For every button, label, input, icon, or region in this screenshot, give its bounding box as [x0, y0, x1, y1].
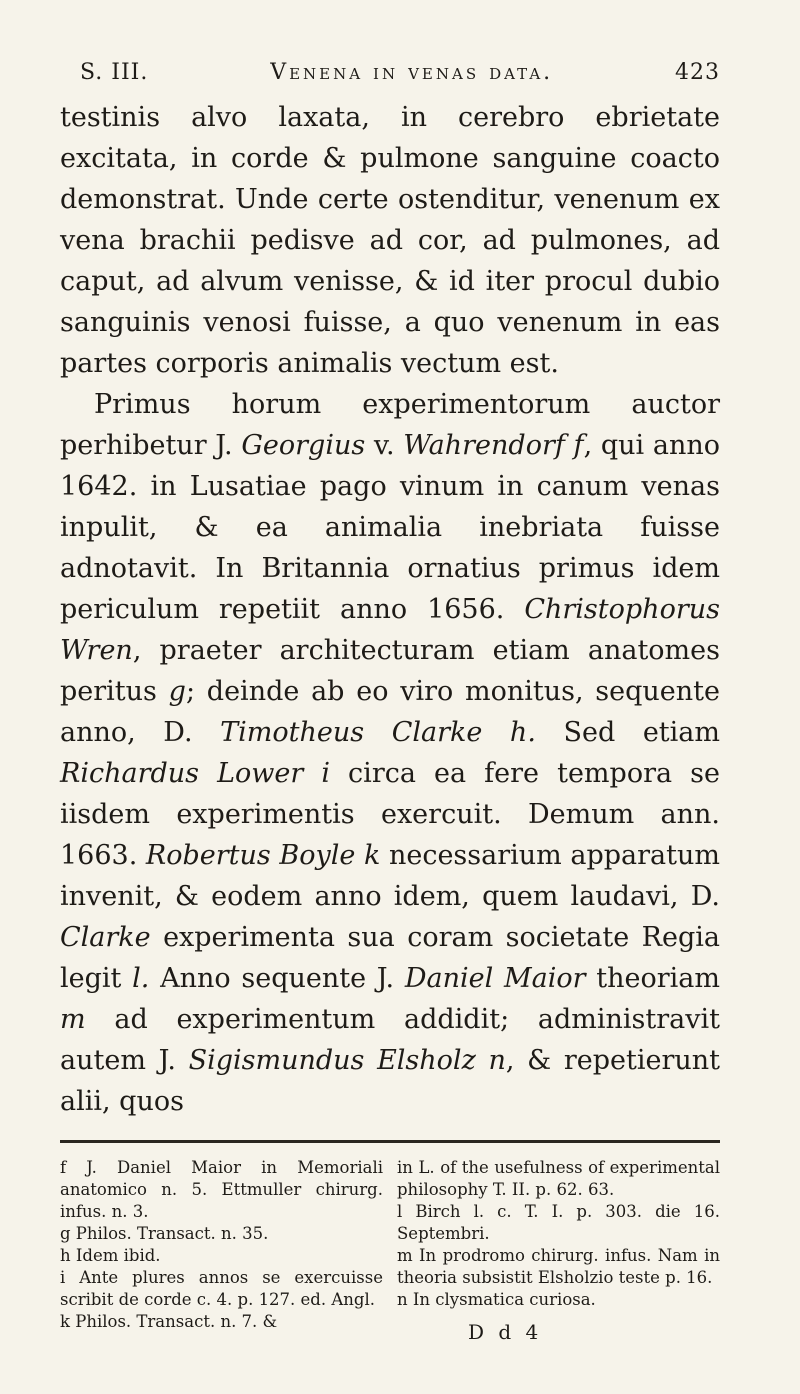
- person-name: Sigismundus Elsholz n: [188, 1045, 506, 1076]
- person-name: Richardus Lower i: [60, 758, 330, 789]
- footnote-ref: g: [168, 676, 186, 707]
- main-text: [60, 97, 720, 1122]
- paragraph-2: Primus horum experimentorum auctor perhibetur J. Georgius v. Wahrendorf f, qui anno 1642. in Lusatiae pago vinum in canum venas inpulit, & ea animalia inebriata fuisse adnotavit. In Britannia ornatius primus idem periculum repetiit anno 1656. Christophorus Wren, praeter architecturam etiam anatomes peritus g; deinde ab eo viro monitus, sequente anno, D. Timotheus Clarke h. Sed etiam Richardus Lower i circa ea fere tempora se iisdem experimentis exercuit. Demum ann. 1663. Robertus Boyle k necessarium apparatum invenit, & eodem anno idem, quem laudavi, D. Clarke experimenta sua coram societate Regia legit l. Anno sequente J. Daniel Maior theoriam m ad experimentum addidit; administravit autem J. Sigismundus Elsholz n, & repetierunt alii, quos: [60, 389, 721, 1117]
- footnote: l Birch l. c. T. I. p. 303. die 16. Septembri.: [397, 1202, 720, 1243]
- footnotes-left-column: [60, 1157, 383, 1333]
- page-number: 423: [675, 60, 720, 85]
- footnote-divider: [60, 1140, 720, 1143]
- footnote: in L. of the usefulness of experimental philosophy T. II. p. 62. 63.: [397, 1158, 720, 1199]
- person-name: Daniel Maior: [404, 963, 586, 994]
- footnote: f J. Daniel Maior in Memoriali anatomico n. 5. Ettmuller chirurg. infus. n. 3.: [60, 1158, 383, 1221]
- person-name: Robertus Boyle k: [145, 840, 381, 871]
- page: [60, 60, 720, 1333]
- footnote: h Idem ibid.: [60, 1246, 161, 1265]
- person-name: Georgius: [241, 430, 366, 461]
- person-name: Wahrendorf f: [403, 430, 584, 461]
- footnote: m In prodromo chirurg. infus. Nam in theoria subsistit Elsholzio teste p. 16.: [397, 1246, 720, 1287]
- running-title: Venena in venas data.: [270, 60, 554, 85]
- footnote: n In clysmatica curiosa.: [397, 1290, 596, 1309]
- footnote-ref: l.: [132, 963, 150, 994]
- footnote: k Philos. Transact. n. 7. &: [60, 1312, 278, 1331]
- footnotes-right-column: [397, 1157, 720, 1333]
- footnote: g Philos. Transact. n. 35.: [60, 1224, 269, 1243]
- person-name: Timotheus Clarke h.: [220, 717, 536, 748]
- person-name: Christophorus Wren: [60, 594, 720, 666]
- footnotes: [60, 1157, 720, 1333]
- footnote: i Ante plures annos se exercuisse scribit de corde c. 4. p. 127. ed. Angl.: [60, 1268, 383, 1309]
- person-name: Clarke: [60, 922, 151, 953]
- section-mark: S. III.: [80, 60, 149, 85]
- footnote-ref: m: [60, 1004, 86, 1035]
- running-header: [80, 60, 720, 85]
- signature-mark: D d 4: [468, 1320, 543, 1344]
- paragraph-1: testinis alvo laxata, in cerebro ebrietate excitata, in corde & pulmone sanguine coacto demonstrat. Unde certe ostenditur, venenum ex vena brachii pedisve ad cor, ad pulmones, ad caput, ad alvum venisse, & id iter procul dubio sanguinis venosi fuisse, a quo venenum in eas partes corporis animalis vectum est.: [60, 102, 720, 379]
